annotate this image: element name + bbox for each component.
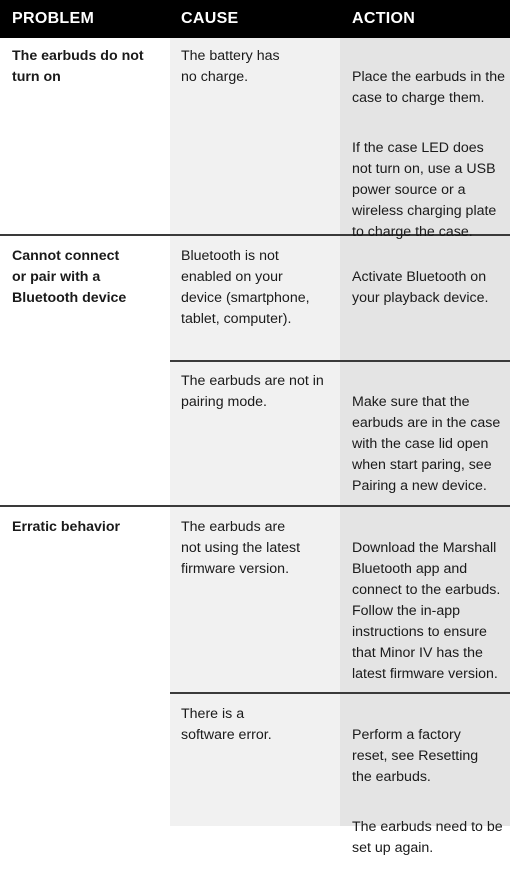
table-cell-cause: Bluetooth is not enabled on your device (smartphone, tablet, computer). <box>181 248 310 327</box>
table-cell-action <box>352 704 510 880</box>
table-cell-cause: The battery has no charge. <box>181 48 280 85</box>
header-action: ACTION <box>352 10 416 27</box>
action-paragraph: Place the earbuds in the case to charge them. <box>352 69 506 106</box>
table-cell-action <box>352 371 510 518</box>
action-paragraph: Perform a factory reset, see Resetting the earbuds. <box>352 727 479 785</box>
row-divider <box>170 360 510 362</box>
header-problem: PROBLEM <box>12 10 95 27</box>
table-cell-action <box>352 46 510 264</box>
table-cell-action <box>352 517 510 706</box>
action-paragraph: The earbuds need to be set up again. <box>352 819 503 856</box>
problem-column-bg <box>0 38 170 826</box>
action-paragraph: Download the Marshall Bluetooth app and connect to the earbuds. Follow the in-app instructions to ensure that Minor IV has the latest firmware version. <box>352 540 501 682</box>
action-paragraph: If the case LED does not turn on, use a USB power source or a wireless charging plate to charge the case. <box>352 140 497 240</box>
action-paragraph: Activate Bluetooth on your playback device. <box>352 269 489 306</box>
table-cell-cause: There is a software error. <box>181 706 272 743</box>
table-cell-cause: The earbuds are not in pairing mode. <box>181 373 324 410</box>
table-cell-action <box>352 246 510 330</box>
table-cell-problem: Erratic behavior <box>12 519 121 535</box>
table-cell-problem: Cannot connect or pair with a Bluetooth device <box>12 248 127 306</box>
table-cell-problem: The earbuds do not turn on <box>12 48 144 85</box>
table-cell-cause: The earbuds are not using the latest firmware version. <box>181 519 301 577</box>
action-paragraph: Make sure that the earbuds are in the case with the case lid open when start paring, see Pairing a new device. <box>352 394 501 494</box>
header-cause: CAUSE <box>181 10 239 27</box>
table-header <box>0 0 510 38</box>
